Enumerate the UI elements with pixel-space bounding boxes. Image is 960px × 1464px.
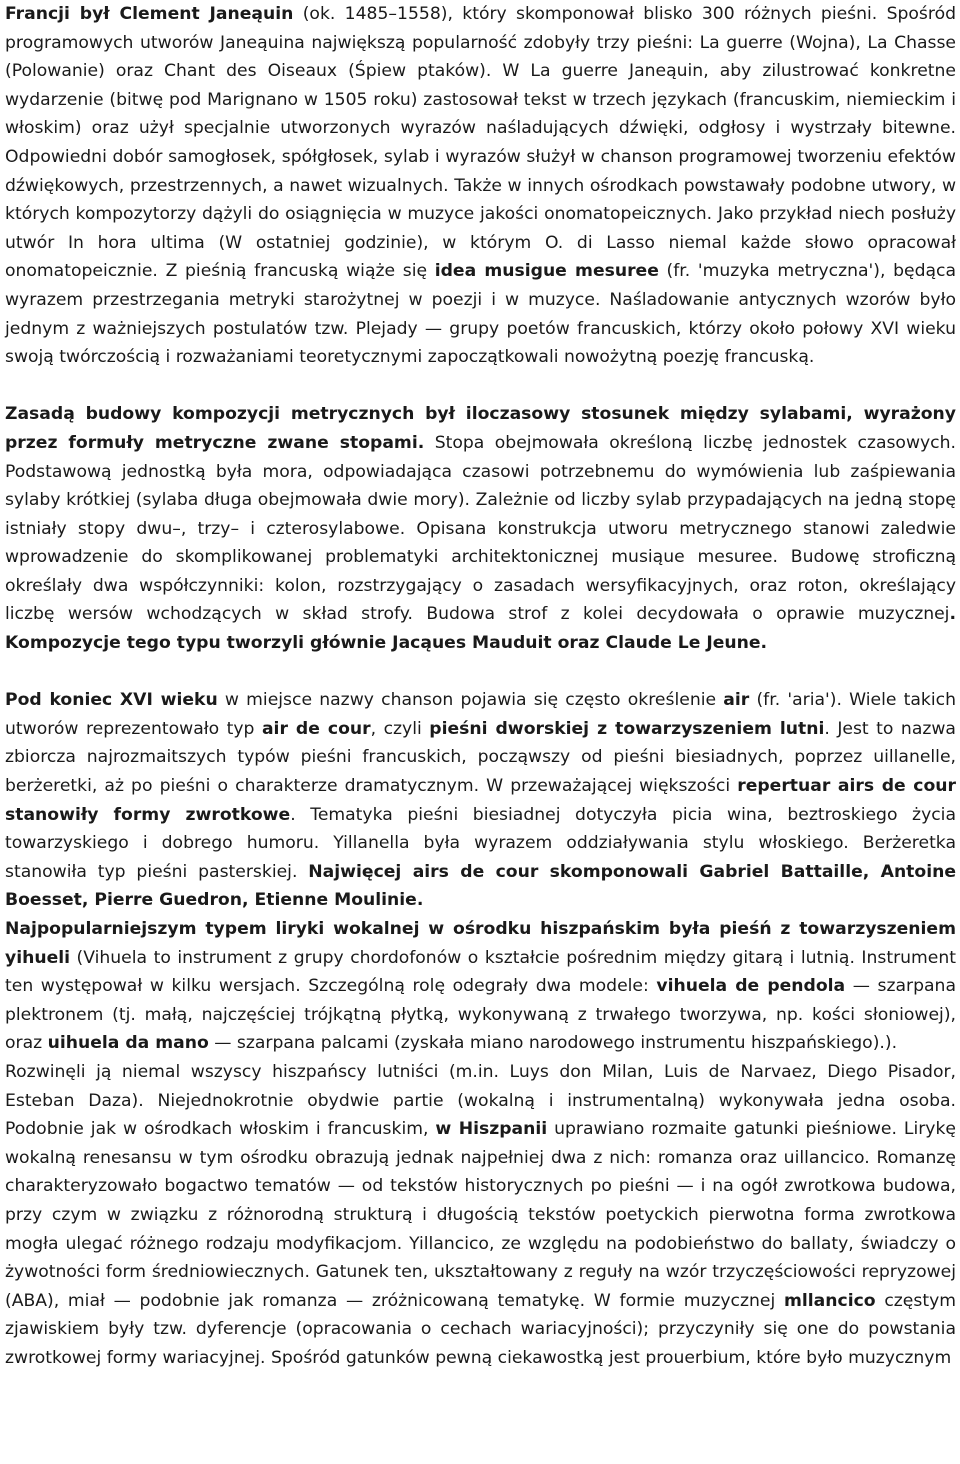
text-bold: vihuela de pendola bbox=[656, 976, 846, 997]
text-bold: . Kompozycje tego typu tworzyli głównie Jacąues Mauduit oraz Claude Le Jeune. bbox=[5, 604, 956, 654]
text-normal: (ok. 1485–1558), który skomponował blisko 300 różnych pieśni. Spośród programowych utworów Janeąuina największą popularność zdobyły trzy pieśni: La guerre (Wojna), La Chasse (Polowanie) oraz Chant des Oiseaux (Śpiew ptaków). W La guerre Janeąuin, aby zilustrować konkretne wydarzenie (bitwę pod Marignano w 1505 roku) zastosował tekst w trzech językach (francuskim, niemieckim i włoskim) oraz użył specjalnie utworzonych wyrazów naśladujących dźwięki, odgłosy i wystrzały bitewne. Odpowiedni dobór samogłosek, spółgłosek, sylab i wyrazów służył w chanson programowej tworzeniu efektów dźwiękowych, przestrzennych, a nawet wizualnych. Także w innych ośrodkach powstawały podobne utwory, w których kompozytorzy dążyli do osiągnięcia w muzyce jakości onomatopeicznych. Jako przykład niech posłuży utwór In hora ultima (W ostatniej godzinie), w którym O. di Lasso niemal każde słowo opracował onomatopeicznie. Z pieśnią francuską wiąże się bbox=[5, 4, 956, 282]
paragraph-spacer bbox=[5, 372, 956, 401]
text-bold: Francji był Clement Janeąuin bbox=[5, 4, 294, 24]
text-bold: Zasadą budowy kompozycji metrycznych był iloczasowy stosunek między sylabami, wyrażony przez formuły metryczne zwane stopami. bbox=[5, 404, 956, 453]
text-normal: Stopa obejmowała określoną liczbę jednostek czasowych. Podstawową jednostką była mora, odpowiadająca czasowi potrzebnemu do wymówienia lub zaśpiewania sylaby krótkiej (sylaba długa obejmowała dwie mory). Zależnie od liczby sylab przypadających na jedną stopę istniały stopy dwu–, trzy– i czterosylabowe. Opisana konstrukcja utworu metrycznego stanowi zaledwie wprowadzenie do skomplikowanej problematyki architektonicznej musiąue mesuree. Budowę stroficzną określały dwa współczynniki: kolon, rozstrzygający o zasadach wersyfikacyjnych, oraz roton, określający liczbę wersów wchodzących w skład strofy. Budowa strof z kolei decydowała o oprawie muzycznej bbox=[5, 432, 956, 625]
text-bold: Pod koniec XVI wieku bbox=[5, 690, 218, 711]
text-normal: uprawiano rozmaite gatunki pieśniowe. Lirykę wokalną renesansu w tym ośrodku obrazują jednak najpełniej dwa z nich: romanza oraz uillancico. Romanzę charakteryzowało bogactwo tematów — od tekstów historycznych po pieśni — i na ogół zwrotkowa budowa, przy czym w związku z różnorodną strukturą i długością tekstów poetyckich pierwotna forma zwrotkowa mogła ulegać różnego rodzaju modyfikacjom. Yillancico, ze względu na podobieństwo do ballaty, świadczy o żywotności form średniowiecznych. Gatunek ten, ukształtowany z reguły na wzór trzyczęściowości repryzowej (ABA), miał — podobnie jak romanza — zróżnicowaną tematykę. W formie muzycznej bbox=[5, 1119, 957, 1311]
text-bold: idea musigue mesuree bbox=[434, 261, 659, 282]
text-bold: air de cour bbox=[261, 718, 371, 739]
text-normal: częstym zjawiskiem były tzw. dyferencje (opracowania o cechach wariacyjności); przyczyniły się one do powstania zwrotkowej formy wariacyjnej. Spośród gatunków pewną ciekawostką jest prouerbium, które było muzycznym bbox=[5, 1290, 956, 1368]
text-bold: air bbox=[723, 690, 750, 711]
text-normal: — szarpana palcami (zyskała miano narodowego instrumentu hiszpańskiego).). bbox=[208, 1033, 898, 1054]
text-normal: (fr. 'muzyka metryczna'), będąca wyrazem przestrzegania metryki starożytnej w poezji i w muzyce. Naśladowanie antycznych wzorów było jednym z ważniejszych postulatów tzw. Plejady — grupy poetów francuskich, którzy około połowy XVI wieku swoją twórczością i rozważaniami teoretycznymi zapoczątkowali nowożytną poezję francuską. bbox=[5, 261, 957, 368]
text-bold: uihuela da mano bbox=[47, 1033, 209, 1054]
text-bold: Najwięcej airs de cour skomponowali Gabriel Battaille, Antoine Boesset, Pierre Guedron, Etienne Moulinie. bbox=[5, 861, 956, 911]
paragraph-air-de-cour bbox=[5, 686, 956, 915]
text-bold: w Hiszpanii bbox=[435, 1119, 548, 1140]
paragraph-spacer bbox=[5, 658, 956, 687]
text-normal: . Tematyka pieśni biesiadnej dotyczyła picia wina, beztroskiego życia towarzyskiego i dobrego humoru. Yillanella była wyrazem oddziaływania stylu włoskiego. Berżeretka stanowiła typ pieśni pasterskiej. bbox=[5, 804, 956, 882]
paragraph-metric-composition bbox=[5, 400, 956, 657]
text-normal: — szarpana plektronem (tj. małą, najczęściej trójkątną płytką, wykonywaną z trwałego tworzywa, np. kości słoniowej), oraz bbox=[5, 976, 956, 1054]
text-normal: Rozwinęli ją niemal wszyscy hiszpańscy lutniści (m.in. Luys don Milan, Luis de Narvaez, Diego Pisador, Esteban Daza). Niejednokrotnie obydwie partie (wokalną i instrumentalną) wykonywała jedna osoba. Podobnie jak w ośrodkach włoskim i francuskim, bbox=[5, 1061, 956, 1140]
text-normal: (Vihuela to instrument z grupy chordofonów o kształcie pośrednim między gitarą i lutnią. Instrument ten występował w kilku wersjach. Szczególną rolę odegrały dwa modele: bbox=[5, 947, 956, 997]
text-normal: . Jest to nazwa zbiorcza najrozmaitszych typów pieśni francuskich, począwszy od pieśni biesiadnych, poprzez uillanelle, berżeretki, aż po pieśni o charakterze dramatycznym. W przeważającej większości bbox=[5, 718, 956, 797]
text-normal: , czyli bbox=[370, 718, 430, 739]
text-normal: (fr. 'aria'). Wiele takich utworów reprezentowało typ bbox=[5, 690, 956, 739]
text-normal: w miejsce nazwy chanson pojawia się często określenie bbox=[217, 690, 724, 711]
paragraph-spain bbox=[5, 1058, 956, 1373]
text-bold: mllancico bbox=[783, 1290, 876, 1311]
text-bold: Najpopularniejszym typem liryki wokalnej w ośrodku hiszpańskim była pieśń z towarzyszeniem yihueli bbox=[5, 919, 956, 968]
text-bold: pieśni dworskiej z towarzyszeniem lutni bbox=[429, 718, 825, 739]
paragraph-vihuela bbox=[5, 915, 956, 1058]
text-bold: repertuar airs de cour stanowiły formy zwrotkowe bbox=[5, 776, 956, 825]
paragraph-janequin bbox=[5, 0, 956, 372]
